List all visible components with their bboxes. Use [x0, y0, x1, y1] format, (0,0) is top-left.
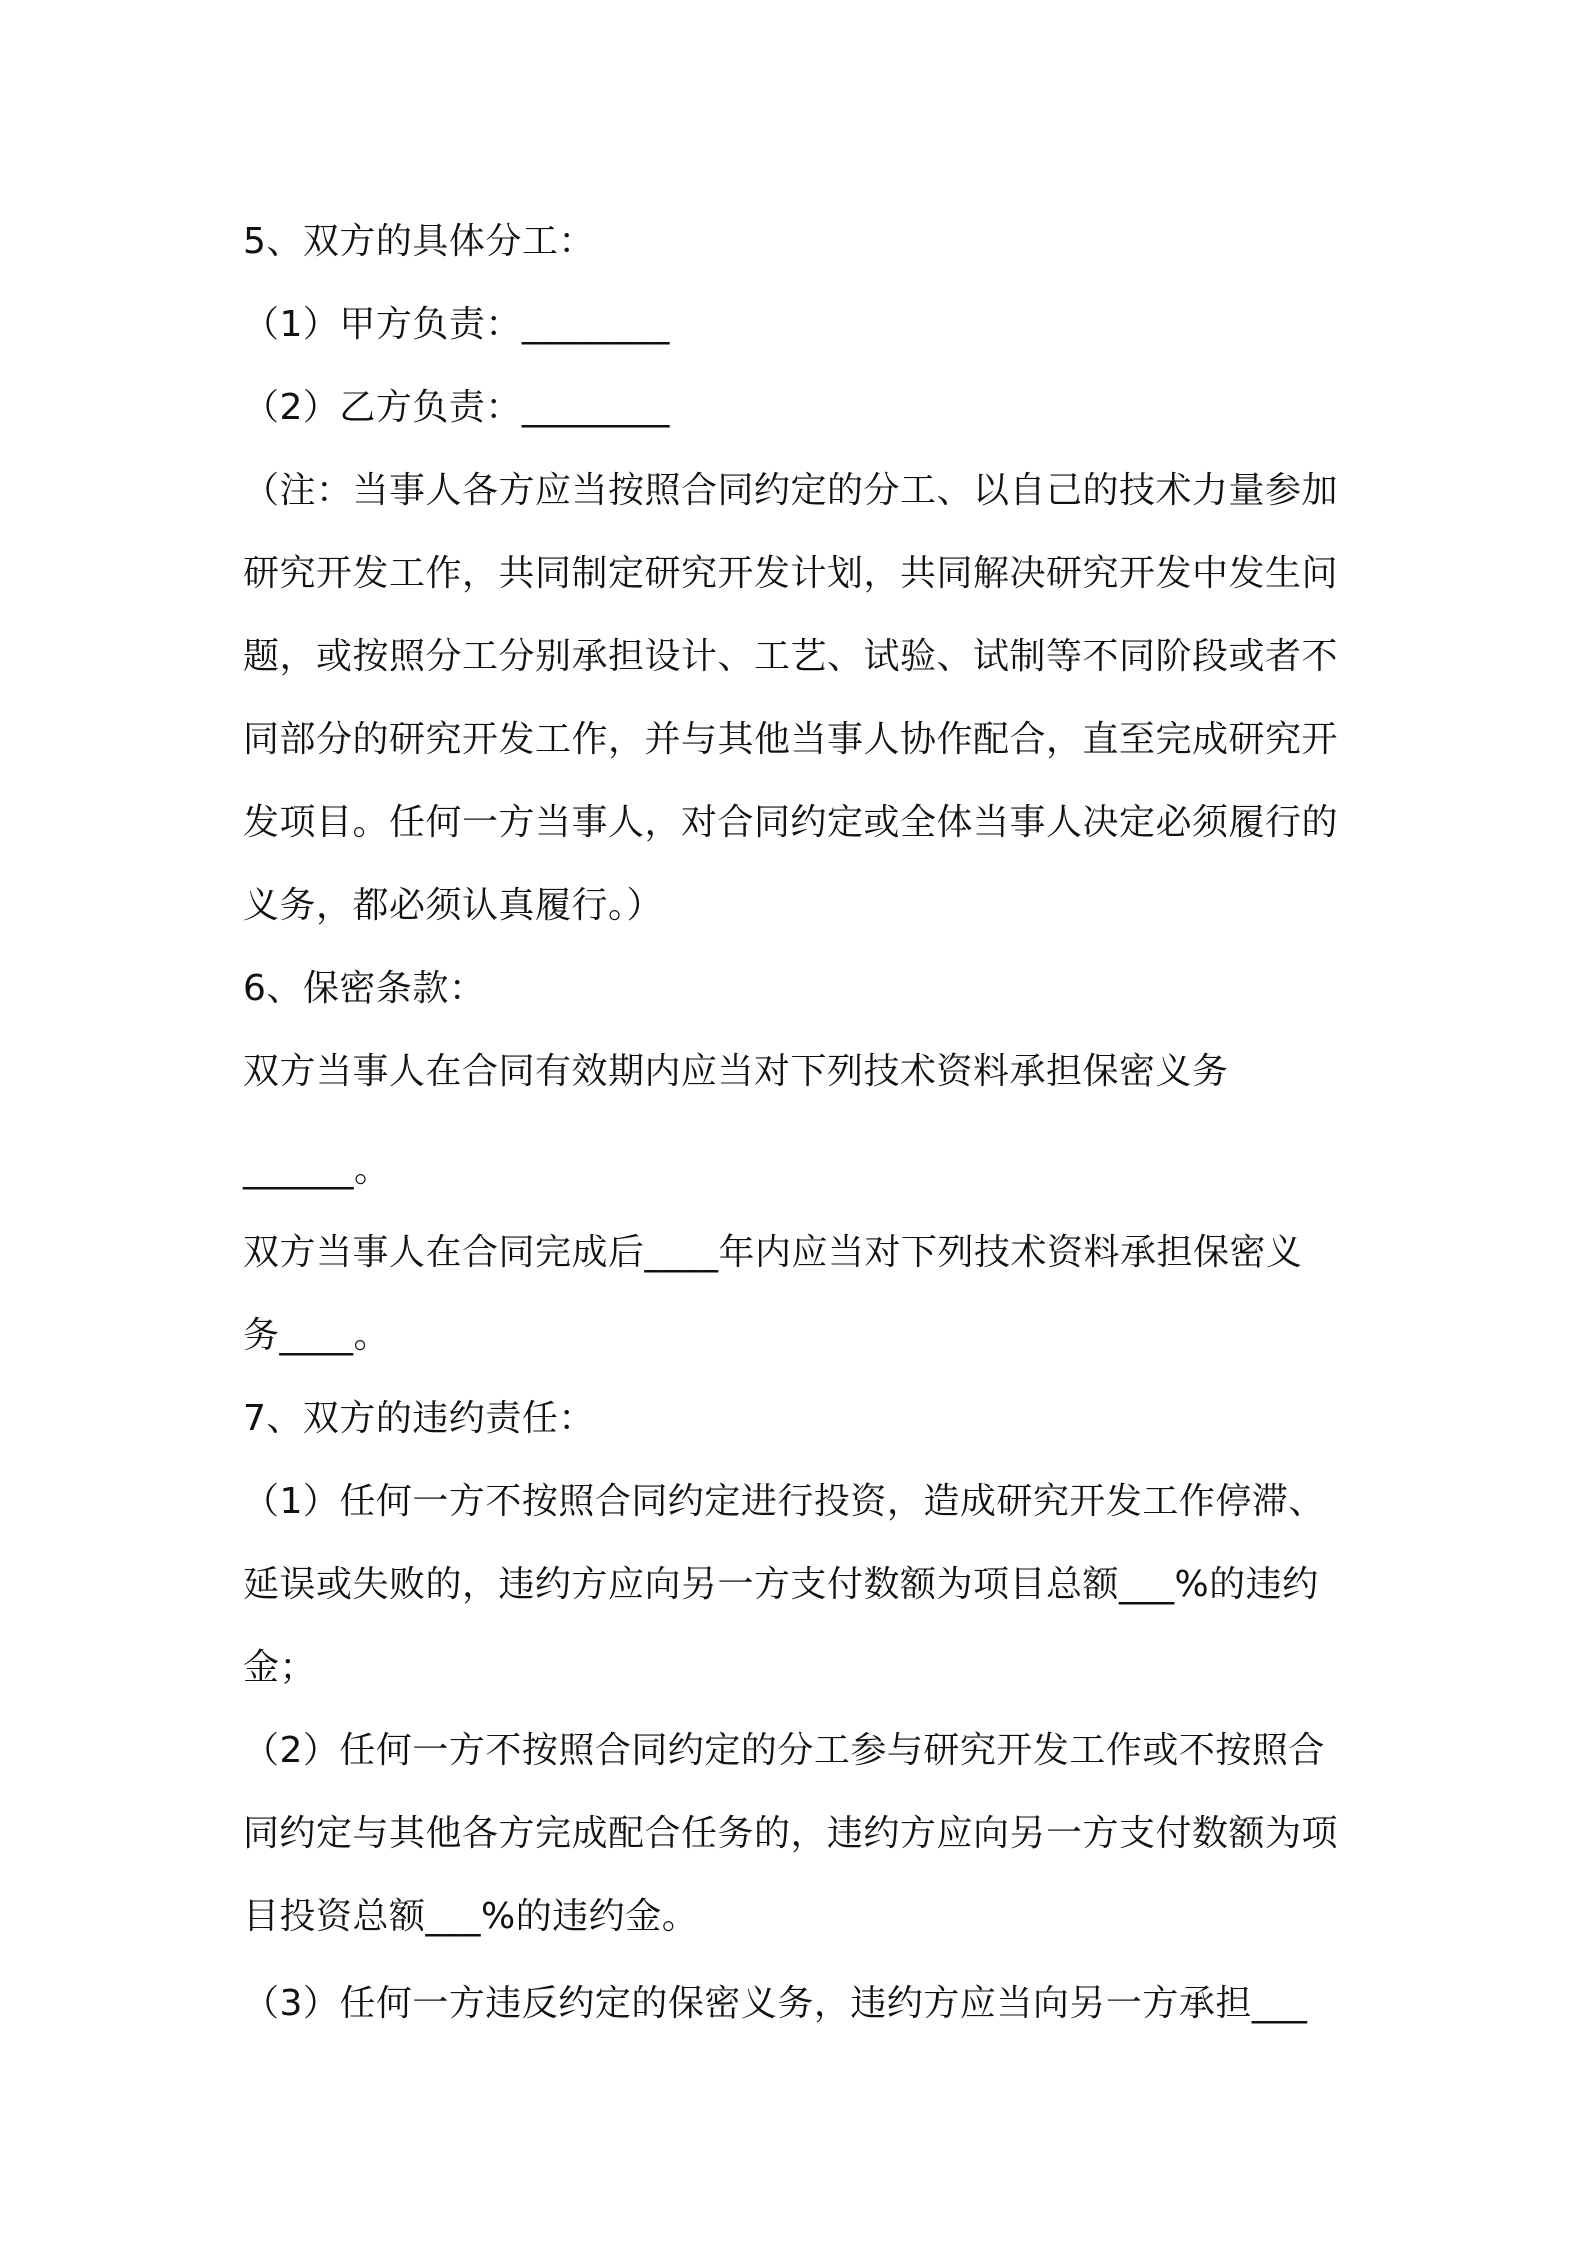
liability-1-line-1: （1）任何一方不按照合同约定进行投资，造成研究开发工作停滞、: [243, 1481, 1325, 1522]
liability-1-line-2: 延误或失败的，违约方应向另一方支付数额为项目总额___%的违约: [243, 1564, 1319, 1605]
confidentiality-line-2: 双方当事人在合同完成后____年内应当对下列技术资料承担保密义: [243, 1232, 1303, 1273]
section-7-heading: 7、双方的违约责任：: [243, 1398, 595, 1439]
confidentiality-line-1: 双方当事人在合同有效期内应当对下列技术资料承担保密义务: [243, 1051, 1229, 1092]
note-line-2: 研究开发工作，共同制定研究开发计划，共同解决研究开发中发生问: [243, 553, 1339, 594]
note-line-3: 题，或按照分工分别承担设计、工艺、试验、试制等不同阶段或者不: [243, 636, 1339, 677]
liability-2-line-1: （2）任何一方不按照合同约定的分工参与研究开发工作或不按照合: [243, 1730, 1325, 1771]
party-a-duty-line: （1）甲方负责：________: [243, 304, 670, 345]
liability-1-line-3: 金；: [243, 1647, 317, 1688]
confidentiality-blank-line: ______。: [243, 1149, 391, 1190]
confidentiality-line-3: 务____。: [243, 1315, 391, 1356]
note-line-5: 发项目。任何一方当事人，对合同约定或全体当事人决定必须履行的: [243, 802, 1339, 843]
section-6-heading: 6、保密条款：: [243, 968, 486, 1009]
liability-3-line-1: （3）任何一方违反约定的保密义务，违约方应当向另一方承担___: [243, 1983, 1308, 2024]
liability-2-line-3: 目投资总额___%的违约金。: [243, 1896, 699, 1937]
party-b-duty-line: （2）乙方负责：________: [243, 387, 670, 428]
note-line-4: 同部分的研究开发工作，并与其他当事人协作配合，直至完成研究开: [243, 719, 1339, 760]
document-body: [243, 200, 1363, 2045]
note-line-6: 义务，都必须认真履行。）: [243, 885, 664, 926]
note-line-1: （注：当事人各方应当按照合同约定的分工、以自己的技术力量参加: [243, 470, 1339, 511]
section-5-heading: 5、双方的具体分工：: [243, 221, 595, 262]
liability-2-line-2: 同约定与其他各方完成配合任务的，违约方应向另一方支付数额为项: [243, 1813, 1339, 1854]
